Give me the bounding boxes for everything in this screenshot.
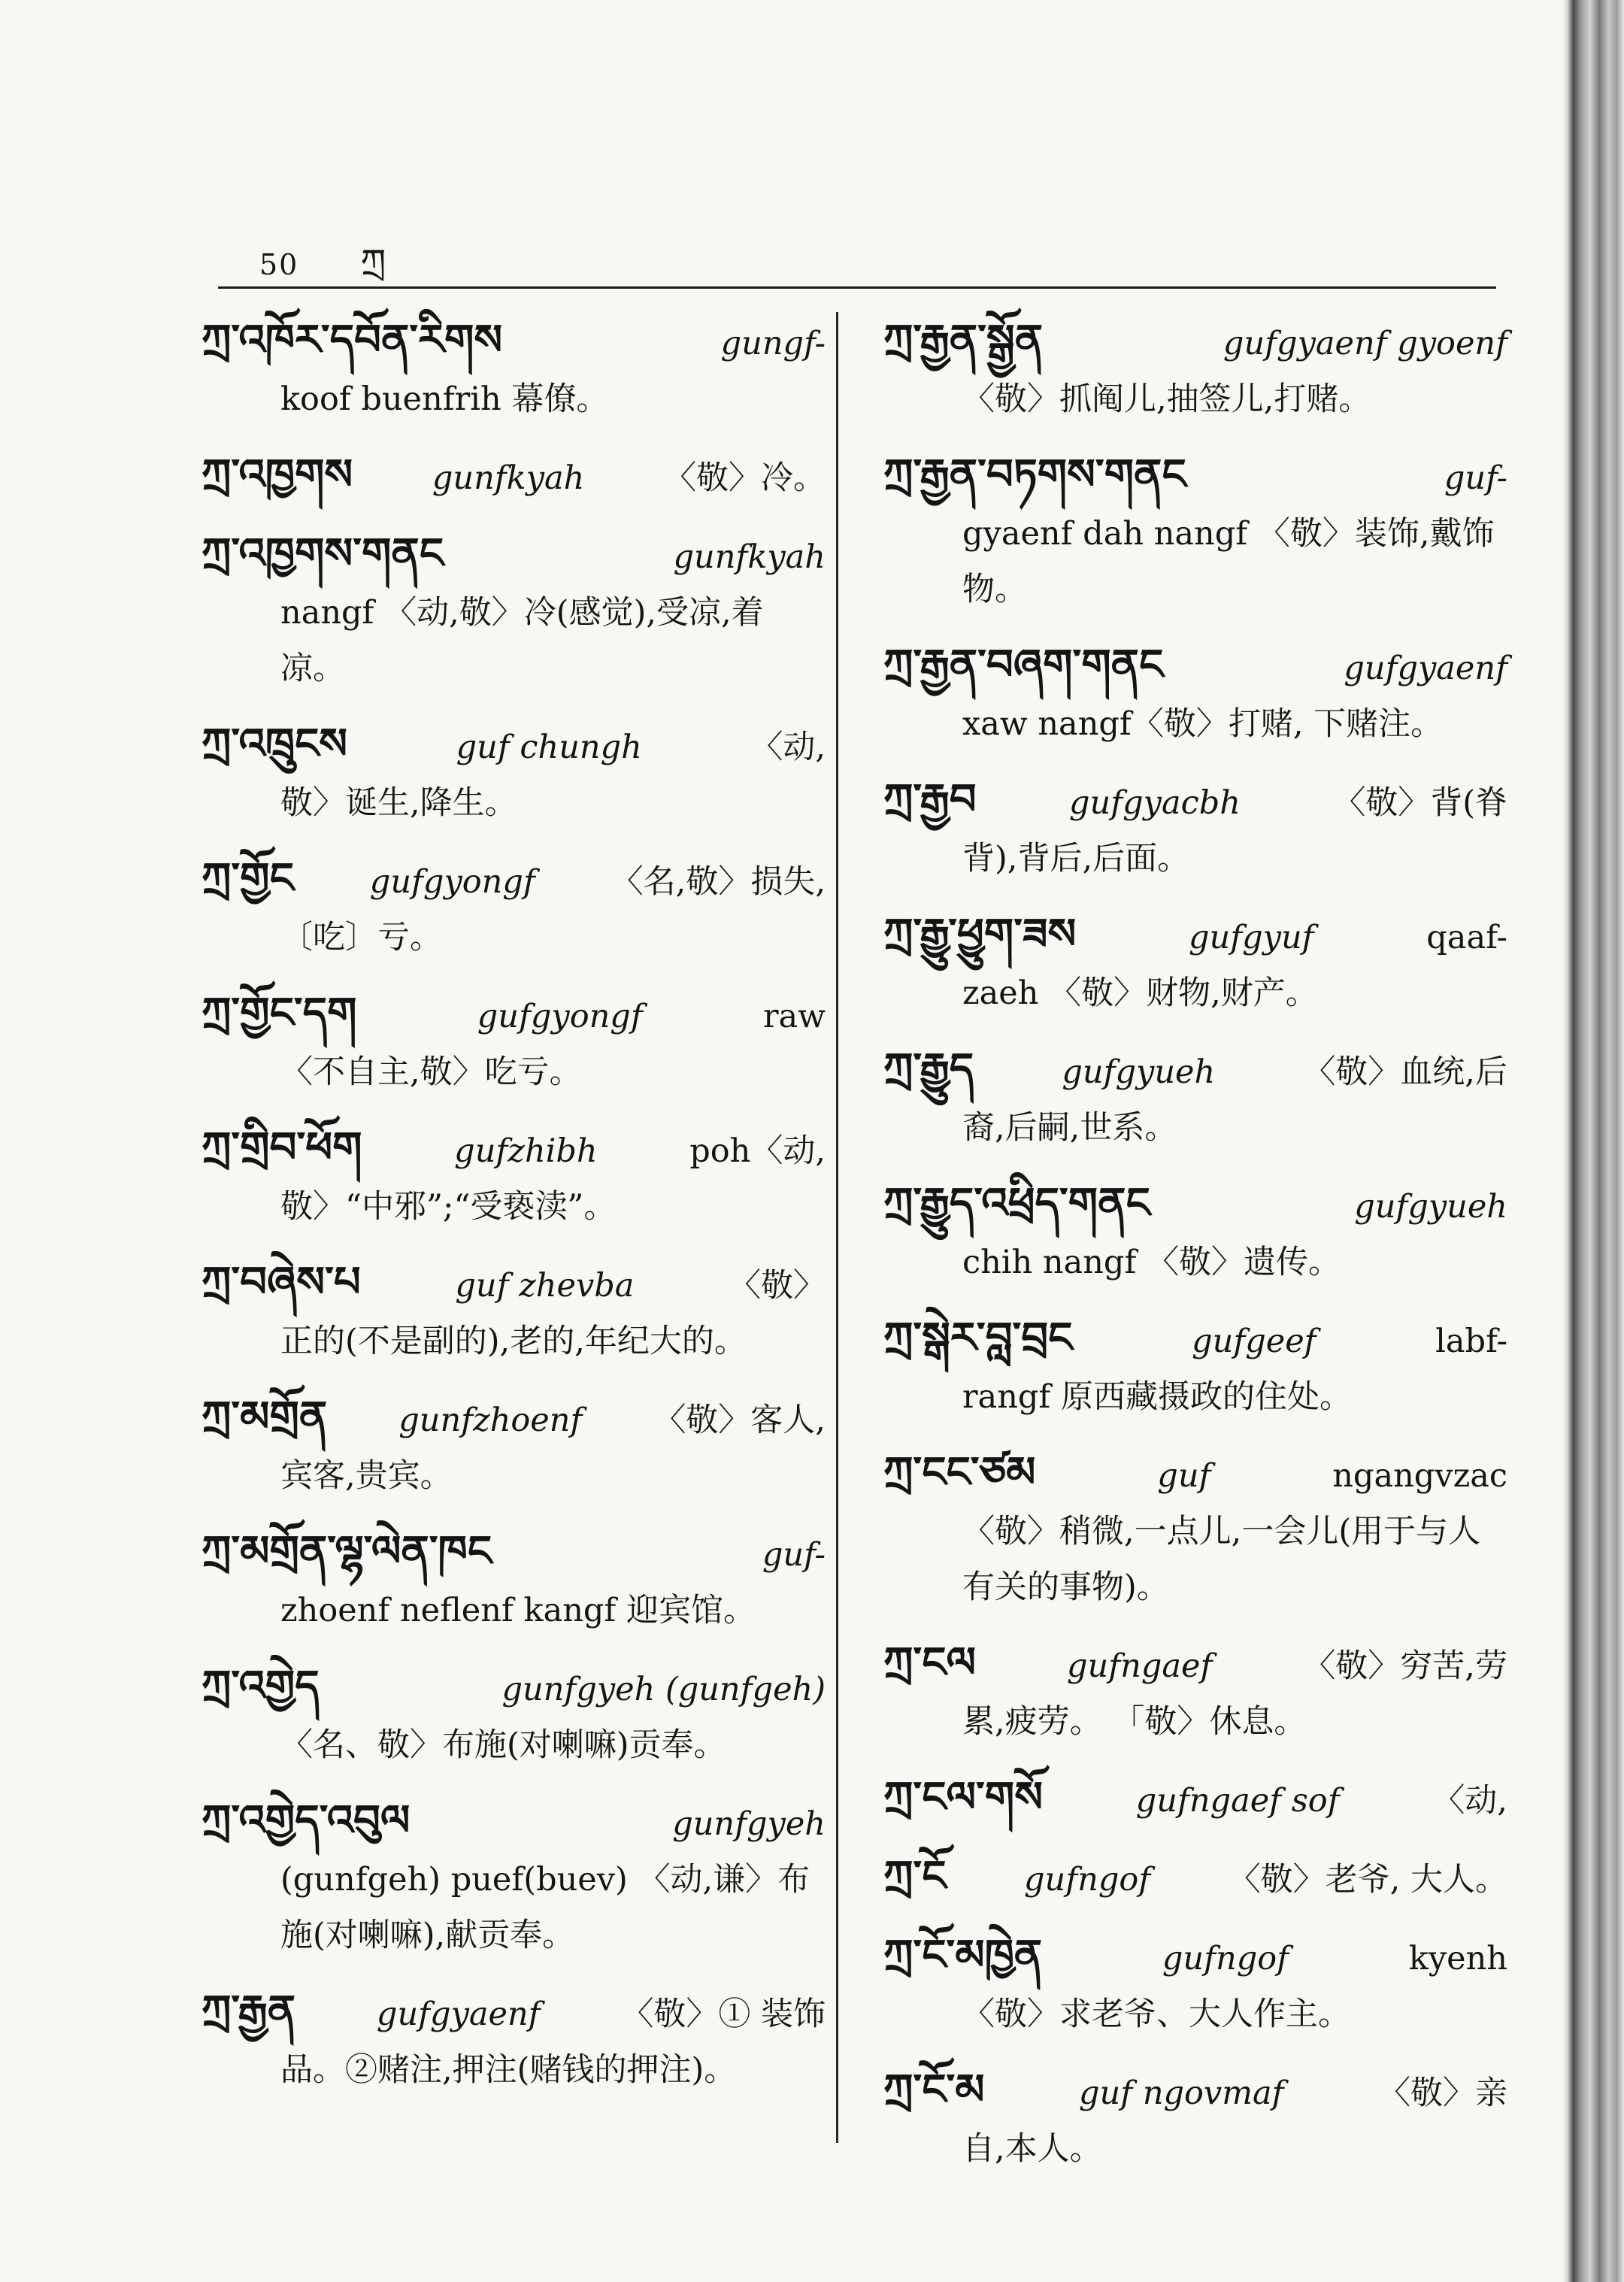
entry-gloss-start: 〈敬〉客人, xyxy=(653,1402,826,1439)
entry-gloss-start: 〈敬〉 xyxy=(729,1267,826,1305)
dictionary-entry xyxy=(201,1523,826,1638)
entry-first-line xyxy=(883,1444,1507,1504)
dictionary-entry xyxy=(201,1658,826,1773)
entry-first-line xyxy=(201,312,826,371)
entry-first-line xyxy=(883,1769,1507,1829)
entry-definition: 敬〉诞生,降生。 xyxy=(280,784,517,822)
entry-definition: 背),背后,后面。 xyxy=(962,840,1190,877)
entry-headword: ཀྲ་གྱོང་དག xyxy=(201,988,357,1038)
entry-gloss-start: 〈动, xyxy=(1432,1782,1507,1820)
entry-headword: ཀྲ་ངང་ཙམ xyxy=(883,1447,1036,1497)
dictionary-entry xyxy=(883,1848,1507,1908)
header-rule xyxy=(218,286,1496,289)
entry-romanization: gufgyaenf xyxy=(376,1996,541,2033)
entry-first-line xyxy=(883,1848,1507,1908)
entry-definition: (gunfgeh) puef(buev) 〈动,谦〉布施(对喇嘛),献贡奉。 xyxy=(280,1861,810,1954)
entry-romanization: guf xyxy=(1157,1457,1211,1495)
dictionary-entry xyxy=(883,1769,1507,1829)
entry-definition: 〔吃〕亏。 xyxy=(280,919,442,956)
entry-romanization: gunfkyah xyxy=(432,459,585,497)
page-number: 50 xyxy=(259,248,299,281)
entry-romanization: gufzhibh xyxy=(454,1132,598,1170)
entry-first-line xyxy=(201,1983,826,2042)
dictionary-entry xyxy=(201,312,826,427)
entry-headword: ཀྲ་རྒྱན་སྒྱོན xyxy=(883,315,1044,365)
dictionary-entry xyxy=(883,1635,1507,1750)
entry-romanization: gunfgyeh xyxy=(672,1805,826,1843)
entry-first-line xyxy=(201,716,826,775)
entry-romanization: guf zhevba xyxy=(455,1267,635,1305)
entry-gloss-start: ngangvzac xyxy=(1332,1457,1507,1495)
entry-romanization: gufgyueh xyxy=(1062,1053,1216,1091)
entry-romanization: guf chungh xyxy=(456,729,642,766)
dictionary-entry xyxy=(201,716,826,831)
entry-first-line xyxy=(201,850,826,910)
entry-gloss-start: kyenh xyxy=(1408,1940,1507,1977)
entry-headword: ཀྲ་འགྱེད xyxy=(201,1661,320,1711)
entry-headword: ཀྲ་འགྱེད་འབུལ xyxy=(201,1796,411,1845)
entry-definition: 正的(不是副的),老的,年纪大的。 xyxy=(280,1323,747,1360)
entry-romanization: gufngof xyxy=(1162,1940,1289,1977)
entry-romanization: gunfgyeh (gunfgeh) xyxy=(501,1671,826,1708)
entry-definition: 〈敬〉稍微,一点儿,一会儿(用于与人有关的事物)。 xyxy=(962,1513,1481,1606)
entry-first-line xyxy=(883,637,1507,696)
entry-gloss-start: 〈敬〉背(脊 xyxy=(1333,784,1507,822)
dictionary-entry xyxy=(201,1120,826,1235)
entry-headword: ཀྲ་འཁྱགས་གནང xyxy=(201,529,444,578)
entry-romanization: gufngof xyxy=(1023,1861,1151,1899)
entry-gloss-start: 〈动, xyxy=(750,729,826,766)
entry-first-line xyxy=(201,985,826,1044)
entry-gloss-start: 〈名,敬〉损失, xyxy=(611,863,826,901)
entry-gloss-start: qaaf- xyxy=(1426,919,1507,956)
dictionary-entry xyxy=(883,447,1507,617)
entry-romanization: guf- xyxy=(762,1536,826,1574)
entry-headword: ཀྲ་མགྲོན་ལྷ་ལེན་ཁང xyxy=(201,1526,492,1576)
entry-gloss-start: 〈敬〉血统,后 xyxy=(1303,1053,1507,1091)
entry-first-line xyxy=(883,447,1507,506)
entry-headword: ཀྲ་རྒྱུ་ཕྱུག་ཟས xyxy=(883,909,1077,959)
entry-first-line xyxy=(201,1389,826,1448)
entry-first-line xyxy=(883,1310,1507,1369)
entry-romanization: gunfkyah xyxy=(673,538,826,576)
entry-definition: 自,本人。 xyxy=(962,2130,1102,2168)
right-column xyxy=(883,312,1507,2196)
dictionary-entry xyxy=(201,1254,826,1369)
entry-definition: zhoenf neflenf kangf 迎宾馆。 xyxy=(280,1592,756,1629)
entry-headword: ཀྲ་རྒྱན་བཞག་གནང xyxy=(883,640,1164,689)
entry-definition: gyaenf dah nangf 〈敬〉装饰,戴饰物。 xyxy=(962,515,1495,608)
entry-definition: koof buenfrih 幕僚。 xyxy=(280,380,609,418)
entry-headword: ཀྲ་ངལ xyxy=(883,1638,977,1687)
dictionary-entry xyxy=(201,1793,826,1963)
entry-first-line xyxy=(883,1635,1507,1694)
entry-first-line xyxy=(883,1041,1507,1100)
entry-definition: chih nangf 〈敬〉遗传。 xyxy=(962,1244,1341,1281)
scan-edge-shadow xyxy=(1562,0,1624,2282)
entry-headword: ཀྲ་རྒྱུད་འཕྲིད་གནང xyxy=(883,1178,1150,1228)
entry-gloss-start: raw xyxy=(762,998,826,1035)
entry-definition: 品。②赌注,押注(赌钱的押注)。 xyxy=(280,2051,737,2089)
entry-gloss-start: 〈敬〉① 装饰 xyxy=(621,1996,826,2033)
entry-romanization: gufgyaenf gyoenf xyxy=(1223,325,1507,362)
dictionary-entry xyxy=(883,1310,1507,1425)
entry-first-line xyxy=(883,312,1507,371)
entry-headword: ཀྲ་འཁྱགས xyxy=(201,450,353,499)
column-divider xyxy=(836,312,838,2143)
entry-headword: ཀྲ་རྒྱན་བཏགས་གནང xyxy=(883,450,1186,499)
entry-headword: ཀྲ་མགྲོན xyxy=(201,1392,328,1441)
dictionary-entry xyxy=(201,1983,826,2098)
entry-first-line xyxy=(883,1175,1507,1235)
entry-headword: ཀྲ་གྲིབ་ཕོག xyxy=(201,1123,362,1172)
entry-romanization: gufngaef sof xyxy=(1135,1782,1340,1820)
entry-first-line xyxy=(201,1793,826,1852)
dictionary-entry xyxy=(883,1444,1507,1615)
dictionary-entry xyxy=(201,985,826,1100)
entry-gloss-start: poh〈动, xyxy=(689,1132,826,1170)
entry-romanization: gufgyuf xyxy=(1189,919,1314,956)
dictionary-entry xyxy=(201,526,826,696)
entry-first-line xyxy=(883,2062,1507,2121)
dictionary-entry xyxy=(883,637,1507,752)
entry-first-line xyxy=(201,1523,826,1583)
dictionary-entry xyxy=(201,850,826,965)
left-column xyxy=(201,312,826,2117)
entry-headword: ཀྲ་འཁྲུངས xyxy=(201,719,348,768)
entry-headword: ཀྲ་རྒྱུད xyxy=(883,1044,974,1093)
entry-headword: ཀྲ་རྒྱན xyxy=(201,1986,296,2035)
entry-definition: 累,疲劳。 「敬〉休息。 xyxy=(962,1703,1307,1741)
entry-definition: 〈敬〉求老爷、大人作主。 xyxy=(962,1996,1350,2033)
entry-gloss-start: labf- xyxy=(1435,1323,1507,1360)
header-headletter: ཀྲ xyxy=(360,241,386,283)
entry-definition: 〈名、敬〉布施(对喇嘛)贡奉。 xyxy=(280,1726,726,1764)
entry-romanization: gufgyaenf xyxy=(1344,650,1507,687)
entry-definition: 〈不自主,敬〉吃亏。 xyxy=(280,1053,582,1091)
entry-romanization: gufgyongf xyxy=(369,863,535,901)
dictionary-entry xyxy=(883,1041,1507,1156)
entry-romanization: guf ngovmaf xyxy=(1079,2074,1284,2112)
entry-romanization: guf- xyxy=(1444,459,1507,497)
dictionary-entry xyxy=(883,312,1507,427)
entry-gloss-start: 〈敬〉穷苦,劳 xyxy=(1303,1647,1507,1685)
entry-romanization: gunfzhoenf xyxy=(398,1402,583,1439)
page-header xyxy=(259,222,386,323)
entry-romanization: gufgyueh xyxy=(1354,1188,1507,1226)
entry-first-line xyxy=(883,906,1507,965)
entry-first-line xyxy=(201,1254,826,1314)
entry-headword: ཀྲ་ངོ xyxy=(883,1851,947,1901)
entry-definition: 宾客,贵宾。 xyxy=(280,1457,453,1495)
entry-headword: ཀྲ་རྒྱབ xyxy=(883,774,977,824)
entry-headword: ཀྲ་ངོ་མ xyxy=(883,2065,985,2114)
entry-definition: 裔,后嗣,世系。 xyxy=(962,1109,1177,1147)
entry-headword: ཀྲ་ངོ་མཁྱེན xyxy=(883,1930,1043,1980)
dictionary-entry xyxy=(883,771,1507,886)
entry-romanization: gufngaef xyxy=(1067,1647,1213,1685)
entry-gloss-start: 〈敬〉冷。 xyxy=(663,459,826,497)
entry-first-line xyxy=(883,771,1507,831)
dictionary-entry xyxy=(201,447,826,506)
entry-headword: ཀྲ་གྱོང xyxy=(201,853,294,903)
entry-first-line xyxy=(201,1658,826,1717)
entry-first-line xyxy=(883,1927,1507,1987)
dictionary-entry xyxy=(883,2062,1507,2177)
entry-first-line xyxy=(201,526,826,585)
entry-headword: ཀྲ་འཁོར་དབོན་རིགས xyxy=(201,315,503,365)
entry-definition: 敬〉“中邪”;“受亵渎”。 xyxy=(280,1188,617,1226)
entry-romanization: gungf- xyxy=(720,325,826,362)
entry-gloss-start: 〈敬〉老爷, 大人。 xyxy=(1228,1861,1507,1899)
dictionary-entry xyxy=(883,906,1507,1021)
entry-headword: ཀྲ་ངལ་གསོ xyxy=(883,1772,1044,1822)
entry-gloss-start: 〈敬〉亲 xyxy=(1377,2074,1507,2112)
entry-romanization: gufgyongf xyxy=(477,998,643,1035)
entry-definition: rangf 原西藏摄政的住处。 xyxy=(962,1378,1352,1416)
entry-definition: 〈敬〉抓阄儿,抽签儿,打赌。 xyxy=(962,380,1371,418)
entry-romanization: gufgeef xyxy=(1192,1323,1316,1360)
entry-definition: nangf 〈动,敬〉冷(感觉),受凉,着凉。 xyxy=(280,594,764,687)
dictionary-entry xyxy=(883,1927,1507,2042)
dictionary-entry xyxy=(883,1175,1507,1290)
dictionary-entry xyxy=(201,1389,826,1504)
entry-first-line xyxy=(201,447,826,506)
entry-definition: xaw nangf〈敬〉打赌, 下赌注。 xyxy=(962,705,1444,743)
entry-romanization: gufgyacbh xyxy=(1069,784,1241,822)
entry-headword: ཀྲ་བཞེས་པ xyxy=(201,1257,361,1307)
entry-first-line xyxy=(201,1120,826,1179)
entry-headword: ཀྲ་སྒེར་བླ་བྲང xyxy=(883,1313,1073,1362)
entry-definition: zaeh 〈敬〉财物,财产。 xyxy=(962,974,1318,1012)
